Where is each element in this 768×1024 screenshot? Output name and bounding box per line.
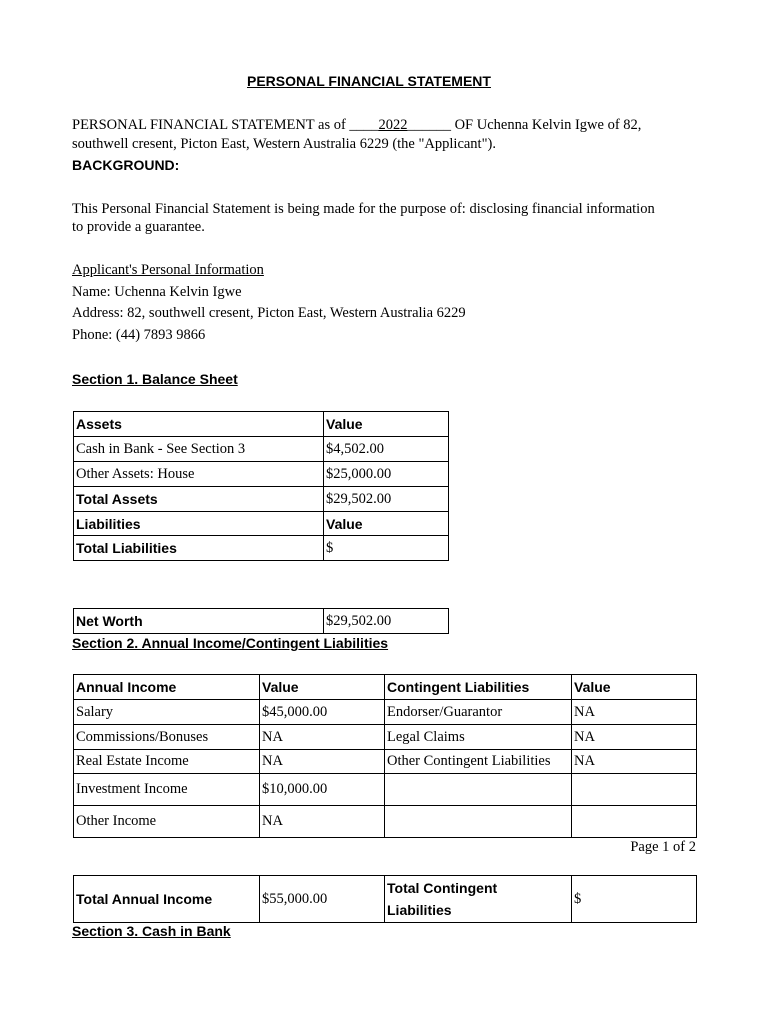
- contingent-value: NA: [572, 700, 697, 725]
- net-worth-table: [73, 608, 449, 634]
- totals-table: [73, 875, 697, 923]
- total-annual-income-value: $55,000.00: [260, 876, 385, 923]
- table-row: [74, 536, 449, 561]
- table-row: [74, 609, 449, 634]
- contingent-value: [572, 774, 697, 806]
- total-liabilities-value: $: [324, 536, 449, 561]
- contingent-label: [385, 774, 572, 806]
- table-row: [74, 700, 697, 725]
- section-2-heading: Section 2. Annual Income/Contingent Liabilities: [72, 635, 389, 651]
- balance-sheet-table: [73, 411, 449, 561]
- table-row: [74, 487, 449, 512]
- background-line-2: to provide a guarantee.: [72, 219, 205, 235]
- asset-value: $25,000.00: [324, 462, 449, 487]
- assets-value-header: Value: [324, 412, 449, 437]
- income-label: Real Estate Income: [74, 750, 260, 774]
- income-value: $45,000.00: [260, 700, 385, 725]
- applicant-phone: Phone: (44) 7893 9866: [72, 327, 206, 343]
- total-contingent-liabilities-label: [385, 876, 572, 923]
- income-value: NA: [260, 750, 385, 774]
- total-assets-label: Total Assets: [74, 487, 324, 512]
- intro-line-1: [72, 117, 641, 134]
- intro-year: 2022: [378, 117, 408, 133]
- income-value-header: Value: [260, 675, 385, 700]
- contingent-label: Endorser/Guarantor: [385, 700, 572, 725]
- section-3-heading: Section 3. Cash in Bank: [72, 923, 231, 939]
- contingent-label: [385, 806, 572, 838]
- total-contingent-label-line-2: Liabilities: [387, 902, 452, 918]
- table-row: [74, 437, 449, 462]
- total-contingent-label-line-1: Total Contingent: [387, 880, 498, 896]
- income-liabilities-table: [73, 674, 697, 838]
- annual-income-header: Annual Income: [74, 675, 260, 700]
- contingent-value: NA: [572, 750, 697, 774]
- asset-label: Cash in Bank - See Section 3: [74, 437, 324, 462]
- contingent-value: NA: [572, 725, 697, 750]
- page-title: PERSONAL FINANCIAL STATEMENT: [247, 73, 491, 89]
- contingent-label: Other Contingent Liabilities: [385, 750, 572, 774]
- total-assets-value: $29,502.00: [324, 487, 449, 512]
- section-1-heading: Section 1. Balance Sheet: [72, 371, 238, 387]
- table-row: [74, 806, 697, 838]
- intro-suffix: ______ OF Uchenna Kelvin Igwe of 82,: [407, 117, 642, 133]
- background-heading: BACKGROUND:: [72, 157, 180, 173]
- contingent-value: [572, 806, 697, 838]
- net-worth-value: $29,502.00: [324, 609, 449, 634]
- income-value: $10,000.00: [260, 774, 385, 806]
- intro-prefix: PERSONAL FINANCIAL STATEMENT as of ____: [72, 117, 379, 133]
- asset-label: Other Assets: House: [74, 462, 324, 487]
- asset-value: $4,502.00: [324, 437, 449, 462]
- assets-header: Assets: [74, 412, 324, 437]
- contingent-value-header: Value: [572, 675, 697, 700]
- income-label: Salary: [74, 700, 260, 725]
- income-value: NA: [260, 806, 385, 838]
- background-line-1: This Personal Financial Statement is being made for the purpose of: disclosing financial information: [72, 201, 655, 217]
- income-label: Other Income: [74, 806, 260, 838]
- table-row: [74, 774, 697, 806]
- contingent-liabilities-header: Contingent Liabilities: [385, 675, 572, 700]
- intro-line-2: southwell cresent, Picton East, Western Australia 6229 (the "Applicant").: [72, 136, 496, 152]
- income-value: NA: [260, 725, 385, 750]
- total-contingent-liabilities-value: $: [572, 876, 697, 923]
- table-row: [74, 412, 449, 437]
- personal-info-heading: Applicant's Personal Information: [72, 262, 264, 278]
- page-number: Page 1 of 2: [630, 839, 696, 855]
- contingent-label: Legal Claims: [385, 725, 572, 750]
- income-label: Investment Income: [74, 774, 260, 806]
- table-row: [74, 876, 697, 923]
- total-liabilities-label: Total Liabilities: [74, 536, 324, 561]
- applicant-address: Address: 82, southwell cresent, Picton East, Western Australia 6229: [72, 305, 466, 321]
- table-row: [74, 750, 697, 774]
- liabilities-value-header: Value: [324, 512, 449, 536]
- table-row: [74, 512, 449, 536]
- income-label: Commissions/Bonuses: [74, 725, 260, 750]
- table-row: [74, 462, 449, 487]
- net-worth-label: Net Worth: [74, 609, 324, 634]
- total-annual-income-label: Total Annual Income: [74, 876, 260, 923]
- applicant-name: Name: Uchenna Kelvin Igwe: [72, 284, 242, 300]
- liabilities-header: Liabilities: [74, 512, 324, 536]
- table-row: [74, 675, 697, 700]
- table-row: [74, 725, 697, 750]
